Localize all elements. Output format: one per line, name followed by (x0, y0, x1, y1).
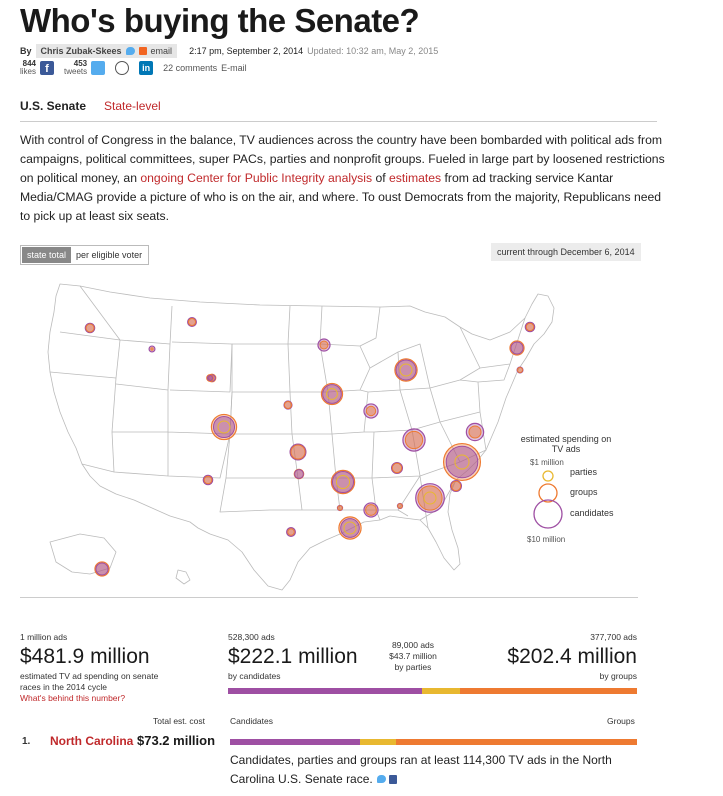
bubble-inner-mt[interactable] (188, 318, 195, 325)
linkedin-icon[interactable]: in (139, 61, 153, 75)
legend-parties-circle (543, 471, 553, 481)
bubble-ky[interactable] (403, 429, 425, 451)
bubble-il[interactable] (364, 404, 378, 418)
party-ads: 89,000 ads (391, 640, 435, 650)
byline (20, 44, 438, 58)
publish-time: 2:17 pm, September 2, 2014 (189, 46, 304, 56)
page-headline: Who's buying the Senate? (20, 2, 420, 39)
estimates-link[interactable]: estimates (389, 171, 442, 185)
bubble-inner-mn[interactable] (320, 341, 328, 349)
row-bar-parties (360, 739, 396, 745)
tab-us-senate[interactable]: U.S. Senate (20, 99, 87, 113)
bubble-inner-wy[interactable] (207, 375, 212, 380)
bubble-inner-ky[interactable] (405, 431, 422, 448)
bubble-ma[interactable] (517, 367, 523, 373)
social-bar (20, 60, 247, 76)
candidates-column-header: Candidates (230, 716, 274, 726)
metric-toggle (20, 245, 149, 265)
hawaii-outline (176, 570, 190, 584)
bubble-inner-me[interactable] (526, 323, 534, 331)
bubble-inner-oh[interactable] (398, 504, 402, 508)
twitter-share-icon[interactable] (91, 61, 105, 75)
tweets-count (64, 60, 87, 76)
row-total-cost: $73.2 million (137, 733, 216, 748)
bubble-ms[interactable] (364, 503, 378, 517)
bubble-inner-tn[interactable] (392, 463, 401, 472)
facebook-icon[interactable] (389, 775, 397, 784)
bubble-ga[interactable] (416, 484, 445, 513)
candidate-ads: 528,300 ads (228, 632, 275, 642)
cpi-analysis-link[interactable]: ongoing Center for Public Integrity analysis (140, 171, 373, 185)
whats-behind-link[interactable]: What's behind this number? (20, 693, 126, 703)
bubble-mn[interactable] (318, 339, 330, 351)
legend-parties-label: parties (570, 467, 598, 477)
tweets-label: tweets (64, 67, 88, 76)
email-share-link[interactable]: E-mail (221, 63, 247, 73)
author-name[interactable]: Chris Zubak-Skees (40, 46, 122, 56)
bubble-va[interactable] (466, 423, 483, 440)
twitter-icon[interactable] (377, 775, 386, 783)
bubble-nm[interactable] (203, 475, 212, 484)
author-email-link[interactable]: email (150, 46, 173, 56)
row-note-text: Candidates, parties and groups ran at least 114,300 TV ads in the North Carolina U.S. Senate race. (230, 753, 612, 786)
bubble-inner-mi[interactable] (396, 360, 416, 380)
bubble-inner-wa[interactable] (86, 324, 94, 332)
party-label: by parties (394, 662, 432, 672)
summary-spending-bar (228, 688, 637, 694)
byline-by: By (20, 46, 32, 56)
bubble-inner-al[interactable] (338, 506, 342, 510)
row-bar-candidates (230, 739, 360, 745)
legend-groups-label: groups (570, 487, 598, 497)
tweets-number: 453 (73, 59, 88, 68)
bubble-inner-va[interactable] (469, 426, 481, 438)
intro-text-2: of (372, 171, 389, 185)
bubble-or[interactable] (149, 346, 155, 352)
legend-groups-circle (539, 484, 557, 502)
legend-candidates-label: candidates (570, 508, 614, 518)
group-amount: $202.4 million (507, 645, 637, 668)
bubble-nc[interactable] (444, 444, 481, 481)
bubble-sc[interactable] (451, 481, 462, 492)
total-ads: 1 million ads (20, 632, 68, 642)
row-note (230, 751, 640, 789)
legend-large-label: $10 million (527, 535, 566, 544)
likes-label: likes (20, 67, 37, 76)
bubble-ok[interactable] (294, 469, 303, 478)
legend-title: estimated spending on TV ads (520, 434, 612, 454)
bubble-inner-ak[interactable] (96, 563, 108, 575)
comments-link[interactable]: 22 comments (163, 63, 218, 73)
race-tabs (20, 99, 161, 113)
group-label: by groups (599, 671, 637, 681)
bubble-wa[interactable] (85, 323, 94, 332)
bubble-inner-ks[interactable] (291, 445, 305, 459)
total-cost-header: Total est. cost (153, 716, 205, 726)
bubble-inner-nh[interactable] (511, 342, 523, 354)
bubble-inner-nm[interactable] (204, 476, 212, 484)
bubble-inner-ma[interactable] (517, 367, 522, 372)
total-amount: $481.9 million (20, 645, 150, 668)
summary-bar-candidates (228, 688, 422, 694)
bubble-inner-il[interactable] (366, 406, 375, 415)
bubble-inner-ms[interactable] (366, 505, 377, 516)
bubble-me[interactable] (525, 322, 534, 331)
bubble-tx[interactable] (287, 528, 296, 537)
bubble-inner-ia[interactable] (323, 385, 342, 404)
bubble-inner-ar[interactable] (332, 471, 353, 492)
likes-count (20, 60, 36, 76)
intro-paragraph (20, 131, 672, 226)
group-ads: 377,700 ads (590, 632, 637, 642)
bubble-ks[interactable] (290, 444, 306, 460)
tab-state-level[interactable]: State-level (104, 99, 161, 113)
bubble-inner-tx[interactable] (288, 529, 295, 536)
map-legend (534, 471, 562, 528)
candidate-label: by candidates (228, 671, 281, 681)
intro-text-3: from ad tracking service Kantar Media/CMAG provide a picture of who is on the air, and where. To oust Democrats from the majority, Republicans need to pick up at least six seats. (20, 171, 662, 223)
bubble-al[interactable] (337, 505, 342, 510)
bubble-ak[interactable] (95, 562, 109, 576)
summary-bar-parties (422, 688, 460, 694)
bubble-mt[interactable] (188, 318, 197, 327)
party-amount: $43.7 million (389, 651, 437, 661)
candidate-amount: $222.1 million (228, 645, 358, 668)
intro-text-1: With control of Congress in the balance, TV audiences across the country have been bombarded with political ads from campaigns, political committees, super PACs, parties and nonprofit groups. Fueled in large part by loosened restrictions on political money, an (20, 133, 665, 185)
updated-time: Updated: 10:32 am, May 2, 2015 (307, 46, 439, 56)
author-box[interactable] (36, 44, 178, 58)
bubble-la[interactable] (339, 517, 361, 539)
bubble-inner-ga[interactable] (418, 486, 442, 510)
bubble-mi[interactable] (395, 359, 417, 381)
bubble-inner-co[interactable] (213, 416, 234, 437)
toggle-state-total[interactable]: state total (22, 247, 71, 263)
map-divider (20, 597, 638, 598)
summary-bar-groups (460, 688, 637, 694)
reddit-icon[interactable] (115, 61, 129, 75)
toggle-per-voter[interactable]: per eligible voter (76, 250, 143, 260)
legend-candidates-circle (534, 500, 562, 528)
rss-icon[interactable] (139, 47, 147, 55)
current-through-badge: current through December 6, 2014 (491, 243, 641, 261)
bubble-inner-ok[interactable] (295, 470, 304, 479)
tabs-divider (20, 121, 657, 122)
row-spending-bar (230, 739, 637, 745)
bubble-ar[interactable] (331, 470, 354, 493)
row-share-icons (377, 775, 397, 784)
bubble-oh[interactable] (397, 503, 402, 508)
bubble-ia[interactable] (321, 383, 342, 404)
bubble-inner-nc[interactable] (446, 446, 478, 478)
bubble-inner-sc[interactable] (451, 481, 460, 490)
bubble-ne[interactable] (284, 401, 292, 409)
twitter-icon[interactable] (126, 47, 135, 55)
bubble-inner-or[interactable] (151, 348, 153, 350)
bubble-inner-la[interactable] (341, 519, 360, 538)
bubble-nh[interactable] (510, 341, 524, 355)
row-bar-groups (396, 739, 637, 745)
bubble-tn[interactable] (392, 463, 403, 474)
likes-number: 844 (22, 59, 37, 68)
bubble-co[interactable] (211, 414, 236, 439)
total-description: estimated TV ad spending on senate races in the 2014 cycle (20, 671, 159, 692)
facebook-icon[interactable]: f (40, 61, 54, 75)
legend-small-label: $1 million (530, 458, 564, 467)
groups-column-header: Groups (607, 716, 635, 726)
row-state-name[interactable]: North Carolina (50, 734, 134, 748)
bubble-inner-ne[interactable] (284, 401, 291, 408)
bubble-wy[interactable] (207, 375, 214, 382)
row-rank: 1. (22, 736, 31, 747)
